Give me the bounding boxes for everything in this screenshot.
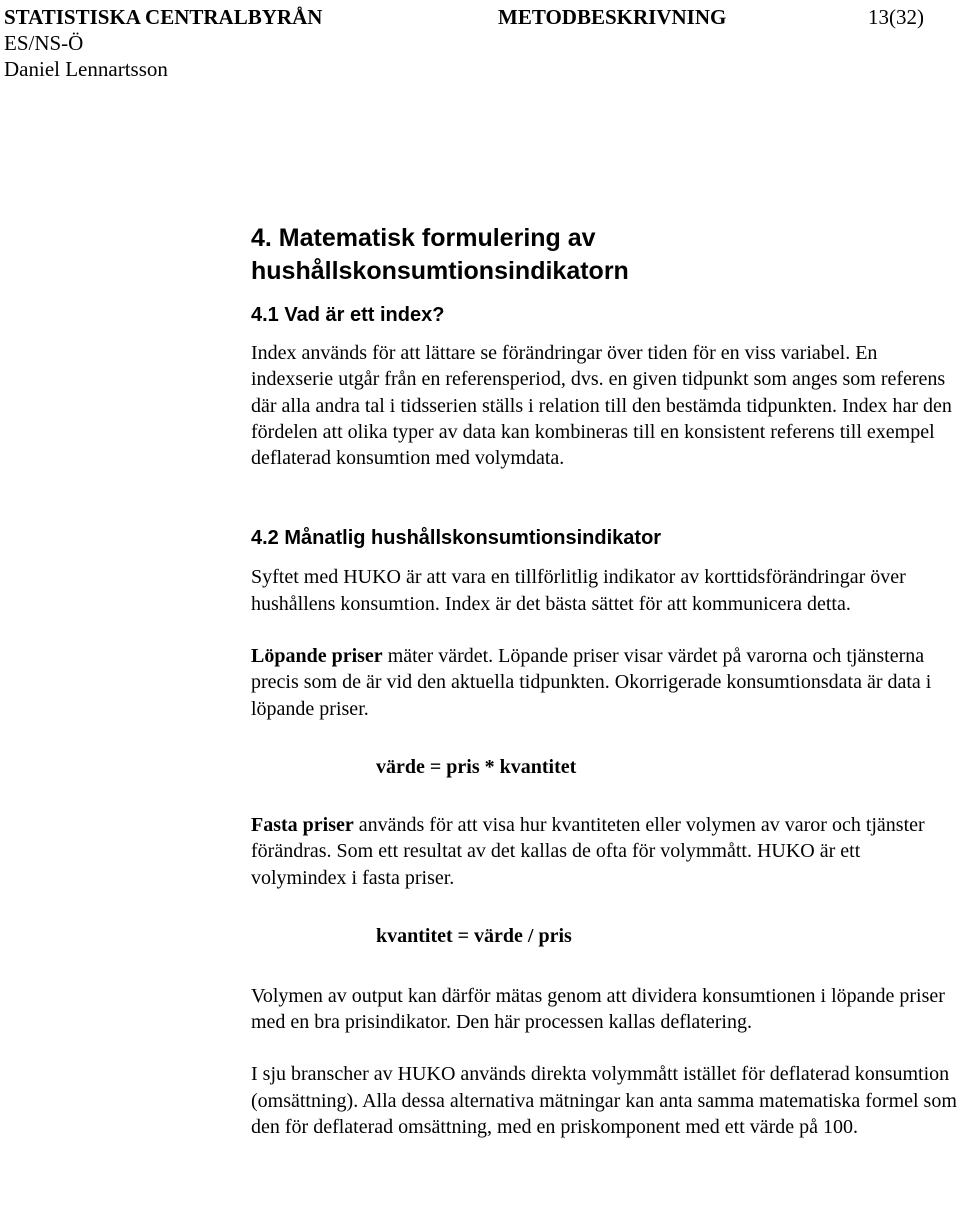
document-type: METODBESKRIVNING [498,5,727,29]
page-number: 13(32) [868,5,924,29]
department-code: ES/NS-Ö [4,31,84,55]
agency-name: STATISTISKA CENTRALBYRÅN [4,5,323,29]
fixed-prices-text: används för att visa hur kvantiteten eller volymen av varor och tjänster förändras. Som ett resultat av det kallas de ofta för volymmått. HUKO är ett volymindex i fasta priser. [251,813,925,889]
paragraph-deflation: Volymen av output kan därför mätas genom att dividera konsumtionen i löpande priser med en bra prisindikator. Den här processen kallas deflatering. [251,984,945,1034]
subsection-title-4-2: 4.2 Månatlig hushållskonsumtionsindikator [251,527,662,550]
subsection-title-4-1: 4.1 Vad är ett index? [251,304,445,326]
term-fixed-prices: Fasta priser [251,813,354,836]
section-title: 4. Matematisk formulering av hushållskonsumtionsindikatorn [251,224,629,285]
paragraph-volume-measures: I sju branscher av HUKO används direkta volymmått istället för deflaterad konsumtion (omsättning). Alla dessa alternativa mätningar kan anta samma matematiska formel som den för deflaterad omsättning, med en priskomponent med ett värde på 100. [251,1063,957,1139]
formula-value: värde = pris * kvantitet [376,755,577,778]
current-prices-text: mäter värdet. Löpande priser visar värdet på varorna och tjänsterna precis som de är vid den aktuella tidpunkten. Okorrigerade konsumtionsdata är data i löpande priser. [251,645,932,720]
paragraph-index-definition: Index används för att lättare se förändringar över tiden för en viss variabel. En indexserie utgår från en referensperiod, dvs. en given tidpunkt som anges som referens där alla andra tal i tidsserien ställs i relation till den bestämda tidpunkten. Index har den fördelen att olika typer av data kan kombineras till en konsistent referens till exempel deflaterad konsumtion med volymdata. [251,342,952,470]
paragraph-fixed-prices [251,812,959,891]
paragraph-purpose: Syftet med HUKO är att vara en tillförlitlig indikator av korttidsförändringar över hushållens konsumtion. Index är det bästa sättet för att kommunicera detta. [251,566,906,615]
document-body [251,218,959,1140]
formula-quantity: kvantitet = värde / pris [376,924,572,947]
paragraph-current-prices [251,643,959,722]
author-name: Daniel Lennartsson [4,57,168,81]
term-current-prices: Löpande priser [251,645,383,668]
